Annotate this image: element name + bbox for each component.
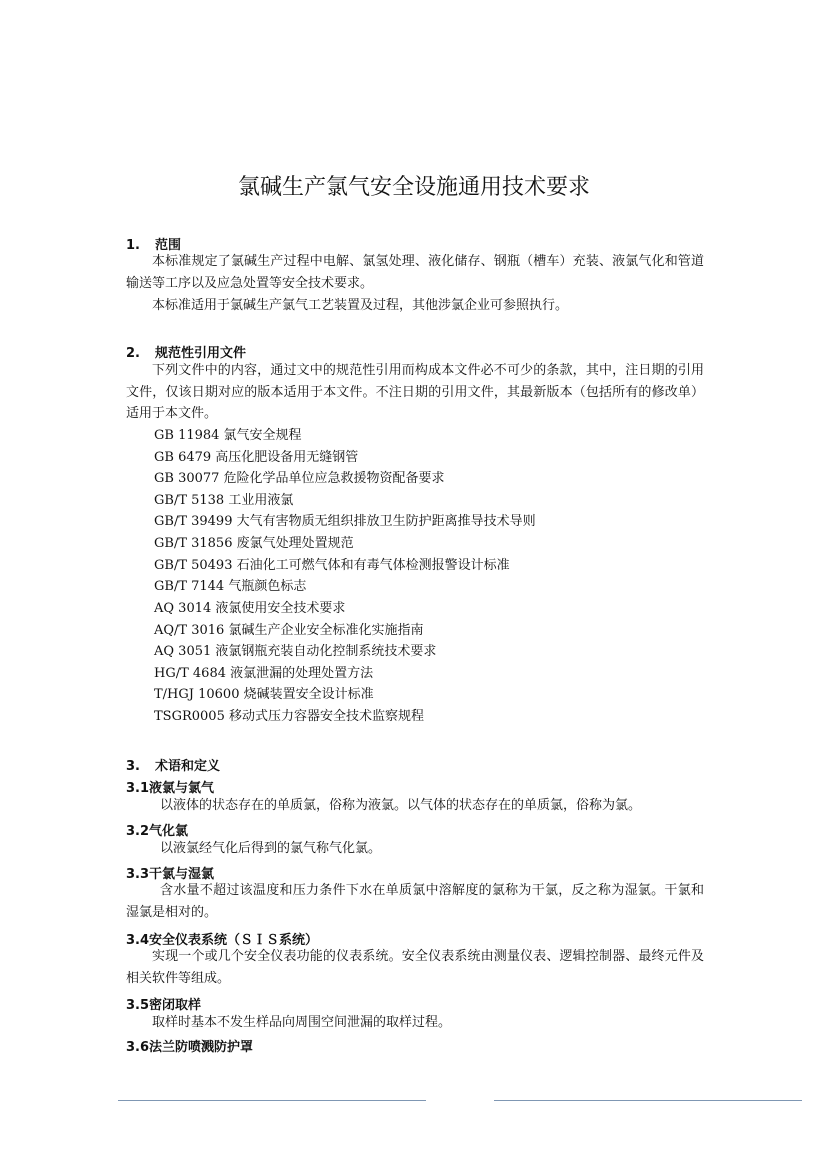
term-number: 3.6 bbox=[126, 1040, 150, 1055]
term-number: 3.2 bbox=[126, 824, 150, 839]
scope-paragraph-2: 本标准适用于氯碱生产氯气工艺装置及过程，其他涉氯企业可参照执行。 bbox=[152, 298, 569, 313]
reference-item: AQ/T 3016 氯碱生产企业安全标准化实施指南 bbox=[154, 623, 424, 638]
term-number: 3.4 bbox=[126, 933, 150, 948]
section-heading-normative-references bbox=[126, 342, 246, 361]
section-title: 规范性引用文件 bbox=[155, 346, 247, 361]
term-name: 干氯与湿氯 bbox=[149, 867, 215, 882]
term-number: 3.5 bbox=[126, 998, 150, 1013]
section-number: 1. bbox=[126, 238, 140, 253]
term-definition: 以液体的状态存在的单质氯，俗称为液氯。以气体的状态存在的单质氯，俗称为氯。 bbox=[160, 798, 642, 813]
term-name: 密闭取样 bbox=[149, 998, 202, 1013]
reference-item: HG/T 4684 液氯泄漏的处理处置方法 bbox=[154, 666, 374, 681]
term-heading bbox=[126, 820, 188, 839]
reference-item: GB 6479 高压化肥设备用无缝钢管 bbox=[154, 450, 359, 465]
reference-item: T/HGJ 10600 烧碱装置安全设计标准 bbox=[154, 687, 374, 702]
term-number: 3.1 bbox=[126, 781, 150, 796]
reference-item: GB/T 5138 工业用液氯 bbox=[154, 493, 294, 508]
term-name: 法兰防喷溅防护罩 bbox=[149, 1040, 254, 1055]
section-number: 3. bbox=[126, 759, 140, 774]
document-title: 氯碱生产氯气安全设施通用技术要求 bbox=[237, 175, 590, 200]
reference-item: AQ 3051 液氯钢瓶充装自动化控制系统技术要求 bbox=[154, 644, 437, 659]
term-heading bbox=[126, 1036, 253, 1055]
reference-item: GB 30077 危险化学品单位应急救援物资配备要求 bbox=[154, 471, 445, 486]
reference-item: GB/T 7144 气瓶颜色标志 bbox=[154, 579, 307, 594]
term-number: 3.3 bbox=[126, 867, 150, 882]
references-intro-paragraph: 下列文件中的内容，通过文中的规范性引用而构成本文件必不可少的条款，其中，注日期的引用文件，仅该日期对应的版本适用于本文件。不注日期的引用文件，其最新版本（包括所有的修改单）适用于本文件。 bbox=[126, 363, 704, 421]
term-name: 液氯与氯气 bbox=[149, 781, 215, 796]
section-title: 术语和定义 bbox=[155, 759, 221, 774]
term-heading bbox=[126, 994, 201, 1013]
term-name: 安全仪表系统（ＳＩＳ系统） bbox=[149, 933, 319, 948]
reference-item: TSGR0005 移动式压力容器安全技术监察规程 bbox=[154, 709, 424, 724]
term-definition: 以液氯经气化后得到的氯气称气化氯。 bbox=[160, 841, 382, 856]
reference-item: GB 11984 氯气安全规程 bbox=[154, 428, 302, 443]
footer-divider-left bbox=[118, 1100, 426, 1101]
reference-item: GB/T 31856 废氯气处理处置规范 bbox=[154, 536, 354, 551]
section-title: 范围 bbox=[155, 238, 182, 253]
term-definition: 取样时基本不发生样品向周围空间泄漏的取样过程。 bbox=[152, 1015, 452, 1030]
section-heading-terms-definitions bbox=[126, 755, 220, 774]
reference-item: AQ 3014 液氯使用安全技术要求 bbox=[154, 601, 346, 616]
section-number: 2. bbox=[126, 346, 140, 361]
term-name: 气化氯 bbox=[149, 824, 189, 839]
term-definition: 含水量不超过该温度和压力条件下水在单质氯中溶解度的氯称为干氯，反之称为湿氯。干氯和湿氯是相对的。 bbox=[126, 883, 704, 920]
scope-paragraph-1: 本标准规定了氯碱生产过程中电解、氯氢处理、液化储存、钢瓶（槽车）充装、液氯气化和管道输送等工序以及应急处置等安全技术要求。 bbox=[126, 254, 704, 291]
term-definition: 实现一个或几个安全仪表功能的仪表系统。安全仪表系统由测量仪表、逻辑控制器、最终元件及相关软件等组成。 bbox=[126, 949, 704, 986]
reference-item: GB/T 50493 石油化工可燃气体和有毒气体检测报警设计标准 bbox=[154, 558, 510, 573]
term-heading bbox=[126, 777, 214, 796]
footer-divider-right bbox=[494, 1100, 802, 1101]
reference-item: GB/T 39499 大气有害物质无组织排放卫生防护距离推导技术导则 bbox=[154, 514, 536, 529]
